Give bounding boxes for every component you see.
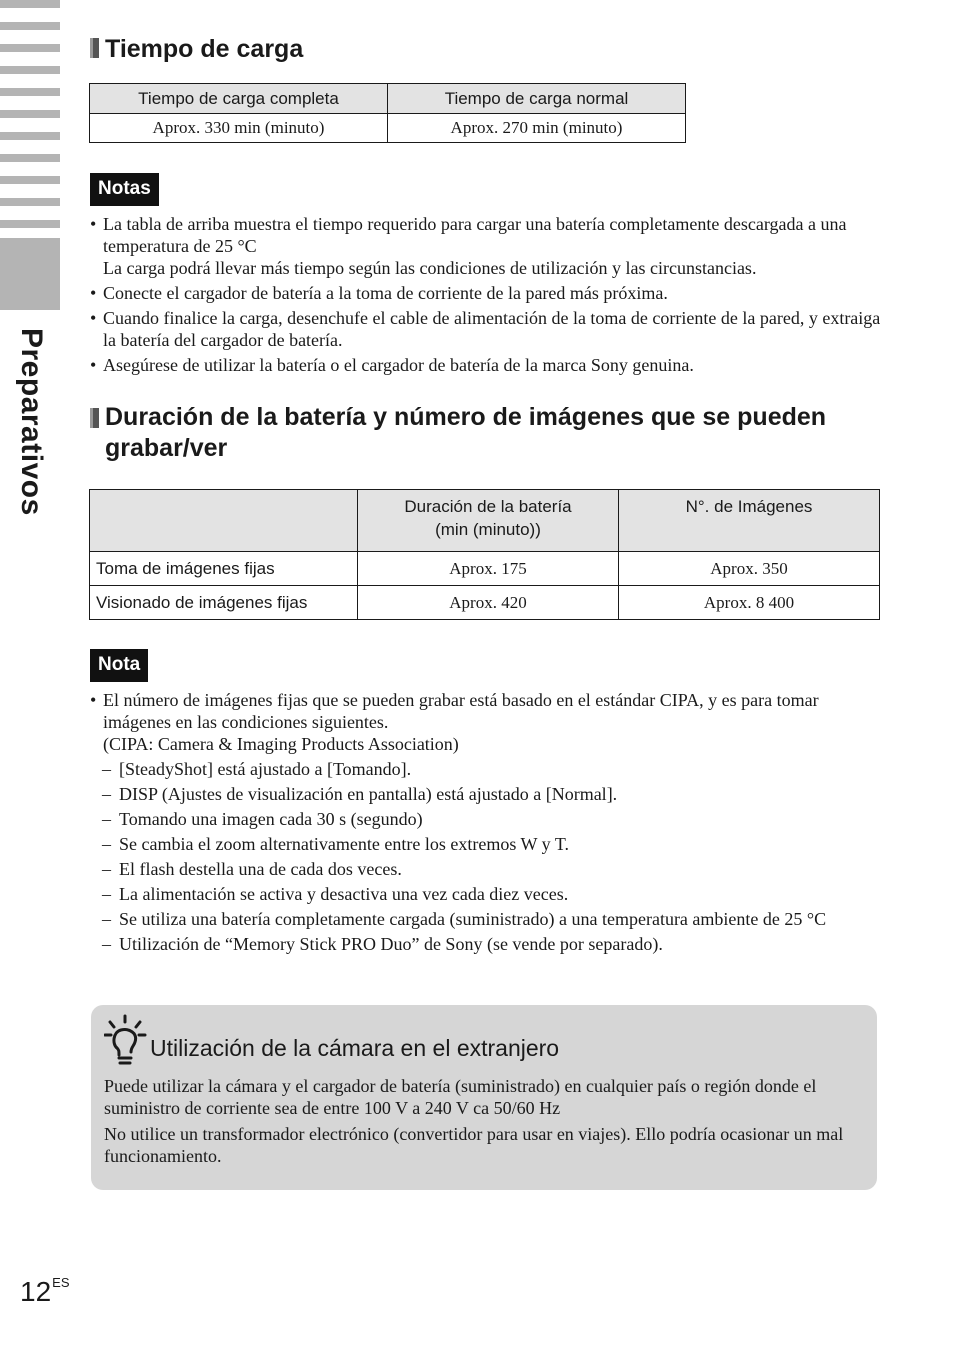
table-row-label: Toma de imágenes fijas: [90, 552, 358, 586]
conditions-list: [102, 758, 882, 958]
list-item: • Cuando finalice la carga, desenchufe el cable de alimentación de la toma de corriente de la pared, y extraiga la batería del cargador de batería.: [90, 308, 881, 350]
battery-life-table: [89, 489, 880, 620]
table-header: Tiempo de carga completa: [90, 84, 388, 114]
list-item: – DISP (Ajustes de visualización en pantalla) está ajustado a [Normal].: [102, 784, 618, 804]
table-header: N°. de Imágenes: [619, 490, 880, 552]
table-header: [90, 490, 358, 552]
side-tab-block: [0, 238, 60, 310]
section-marker-icon: [90, 408, 99, 428]
list-item: – Utilización de “Memory Stick PRO Duo” de Sony (se vende por separado).: [102, 934, 663, 954]
note-list: [90, 689, 890, 758]
section-title: Duración de la batería y número de imágenes que se pueden grabar/ver: [105, 403, 827, 462]
section-heading-battery-life: [90, 402, 880, 464]
charge-time-table: [89, 83, 686, 143]
table-cell: Aprox. 350: [619, 552, 880, 586]
section-title: Tiempo de carga: [105, 35, 304, 63]
table-cell: Aprox. 175: [358, 552, 619, 586]
lightbulb-icon: [104, 1014, 150, 1066]
page-language-suffix: ES: [52, 1275, 70, 1290]
table-cell: Aprox. 330 min (minuto): [90, 114, 388, 143]
table-row-label: Visionado de imágenes fijas: [90, 586, 358, 620]
table-cell: Aprox. 270 min (minuto): [388, 114, 686, 143]
table-header: Tiempo de carga normal: [388, 84, 686, 114]
side-tab-stripes: [0, 0, 60, 232]
list-item: • La tabla de arriba muestra el tiempo requerido para cargar una batería completamente descargada a una temperatura de 25 °C La carga podrá llevar más tiempo según las condiciones de utilización y las circunstancias.: [90, 214, 847, 278]
list-item: • El número de imágenes fijas que se pueden grabar está basado en el estándar CIPA, y es para tomar imágenes en las condiciones siguientes. (CIPA: Camera & Imaging Products Association): [90, 690, 819, 754]
section-heading-charge-time: [90, 34, 303, 65]
tip-title: Utilización de la cámara en el extranjero: [150, 1035, 560, 1061]
list-item: • Asegúrese de utilizar la batería o el cargador de batería de la marca Sony genuina.: [90, 355, 694, 375]
notes-list: [90, 213, 890, 379]
table-header: Duración de la batería (min (minuto)): [358, 490, 619, 552]
tip-paragraph: Puede utilizar la cámara y el cargador de batería (suministrado) en cualquier país o región donde el suministro de corriente sea de entre 100 V a 240 V ca 50/60 Hz: [104, 1076, 817, 1118]
list-item: – Tomando una imagen cada 30 s (segundo): [102, 809, 423, 829]
page-number: $12^{ES}$: [20, 1275, 70, 1307]
table-cell: Aprox. 420: [358, 586, 619, 620]
table-cell: Aprox. 8 400: [619, 586, 880, 620]
list-item: • Conecte el cargador de batería a la toma de corriente de la pared más próxima.: [90, 283, 668, 303]
tip-paragraph: No utilice un transformador electrónico (convertidor para usar en viajes). Ello podría ocasionar un mal funcionamiento.: [104, 1124, 844, 1166]
notes-label: Notas: [90, 173, 159, 206]
list-item: – [SteadyShot] está ajustado a [Tomando].: [102, 759, 412, 779]
section-marker-icon: [90, 38, 99, 58]
note-label: Nota: [90, 649, 148, 682]
list-item: – Se utiliza una batería completamente cargada (suministrado) a una temperatura ambiente de 25 °C: [102, 909, 827, 929]
side-tab-label: Preparativos: [15, 328, 48, 516]
list-item: – La alimentación se activa y desactiva una vez cada diez veces.: [102, 884, 569, 904]
list-item: – El flash destella una de cada dos veces.: [102, 859, 402, 879]
list-item: – Se cambia el zoom alternativamente entre los extremos W y T.: [102, 834, 570, 854]
